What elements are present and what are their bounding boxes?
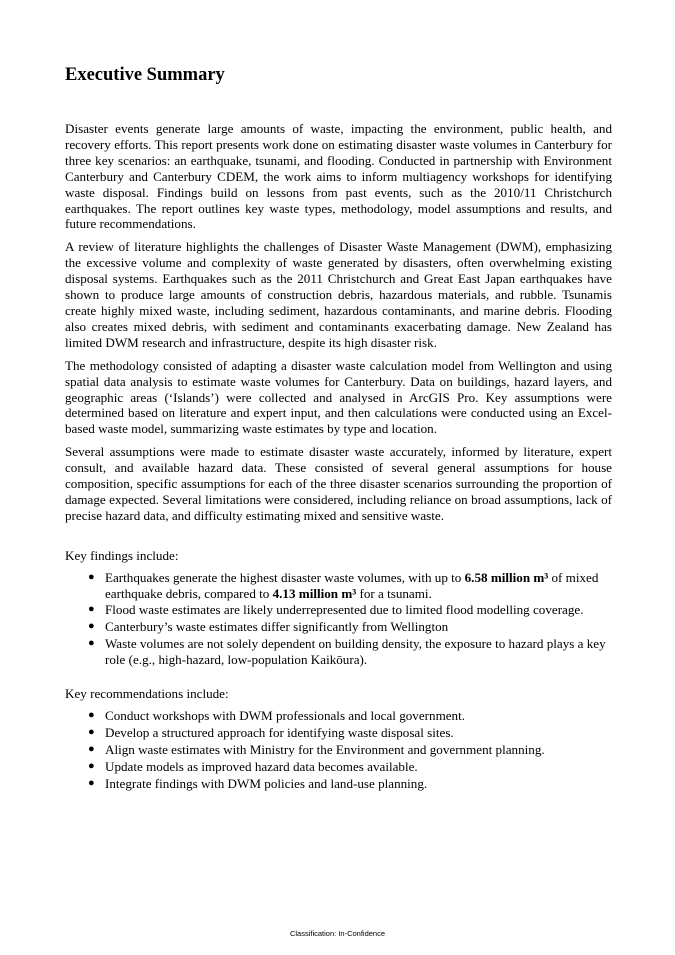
list-item: ● Earthquakes generate the highest disaster waste volumes, with up to 6.58 million m³ of mixed earthquake debris, compared to 4.13 million m³ for a tsunami. [88,569,599,601]
list-item: ● Align waste estimates with Ministry for the Environment and government planning. [88,741,545,757]
recommendations-lead: Key recommendations include: [65,686,229,702]
list-item: ● Canterbury’s waste estimates differ significantly from Wellington [88,619,449,635]
paragraph-methodology: The methodology consisted of adapting a disaster waste calculation model from Wellington and using spatial data analysis to estimate waste volumes for Canterbury. Data on buildings, hazard layers, and geographic areas (‘Islands’) were collected and analysed in ArcGIS Pro. Key assumptions were determined based on literature and expert input, and then calculations were conducted using an Excel-based waste model, summarizing waste estimates by type and location. [65,357,612,437]
page-title: Executive Summary [65,65,225,85]
bullet-icon: ● [88,759,95,772]
bullet-icon: ● [88,709,95,721]
spacer [65,669,612,686]
list-item: ● Update models as improved hazard data becomes available. [88,758,418,774]
bullet-icon: ● [88,742,95,755]
paragraph-assumptions: Several assumptions were made to estimate disaster waste accurately, informed by literature, expert consult, and available hazard data. These consisted of several general assumptions for house composition, specific assumptions for each of the three disaster scenarios surrounding the proportion of damage expected. Several limitations were considered, including reliance on broad assumptions, lack of precise hazard data, and difficulty estimating mixed and sensitive waste. [65,444,612,523]
bullet-icon: ● [88,603,95,616]
list-item: ● Flood waste estimates are likely underrepresented due to limited flood modelling coverage. [88,602,584,618]
summary-body [65,121,612,793]
spacer [65,531,612,548]
list-item: ● Develop a structured approach for identifying waste disposal sites. [88,724,454,740]
list-item: ● Conduct workshops with DWM professionals and local government. [88,708,466,723]
list-item: ● Waste volumes are not solely dependent on building density, the exposure to hazard plays a key role (e.g., high-hazard, low-population Kaikōura). [88,636,606,668]
bullet-icon: ● [88,620,95,633]
bullet-icon: ● [88,570,95,583]
bold-value: 6.58 million m³ [464,569,549,585]
findings-lead: Key findings include: [65,547,179,563]
bullet-icon: ● [88,776,95,789]
paragraph-intro: Disaster events generate large amounts of waste, impacting the environment, public health, and recovery efforts. This report presents work done on estimating disaster waste volumes in Canterbury for three key scenarios: an earthquake, tsunami, and flooding. Conducted in partnership with Environment Canterbury and Canterbury CDEM, the work aims to inform multiagency workshops for identifying waste disposal. Findings build on lessons from past events, such as the 2010/11 Christchurch earthquakes. The report outlines key waste types, methodology, model assumptions and results, and future recommendations. [65,121,612,232]
paragraph-literature: A review of literature highlights the challenges of Disaster Waste Management (DWM), emphasizing the excessive volume and complexity of waste generated by disasters, often overwhelming existing disposal systems. Earthquakes such as the 2011 Christchurch and Great East Japan earthquakes have shown to produce large amounts of construction debris, hazardous materials, and rubble. Tsunamis create highly mixed waste, including sediment, hazardous contaminants, and marine debris. Flooding also creates mixed debris, with sediment and contaminants exacerbating damage. New Zealand has limited DWM research and infrastructure, despite its high disaster risk. [65,239,612,350]
findings-list [65,570,612,668]
bullet-icon: ● [88,637,95,650]
classification-footer: Classification: In-Confidence [289,929,386,938]
bullet-icon: ● [88,725,95,738]
bold-value: 4.13 million m³ [272,585,357,601]
recommendations-list [65,708,612,792]
list-item: ● Integrate findings with DWM policies and land-use planning. [88,775,428,791]
